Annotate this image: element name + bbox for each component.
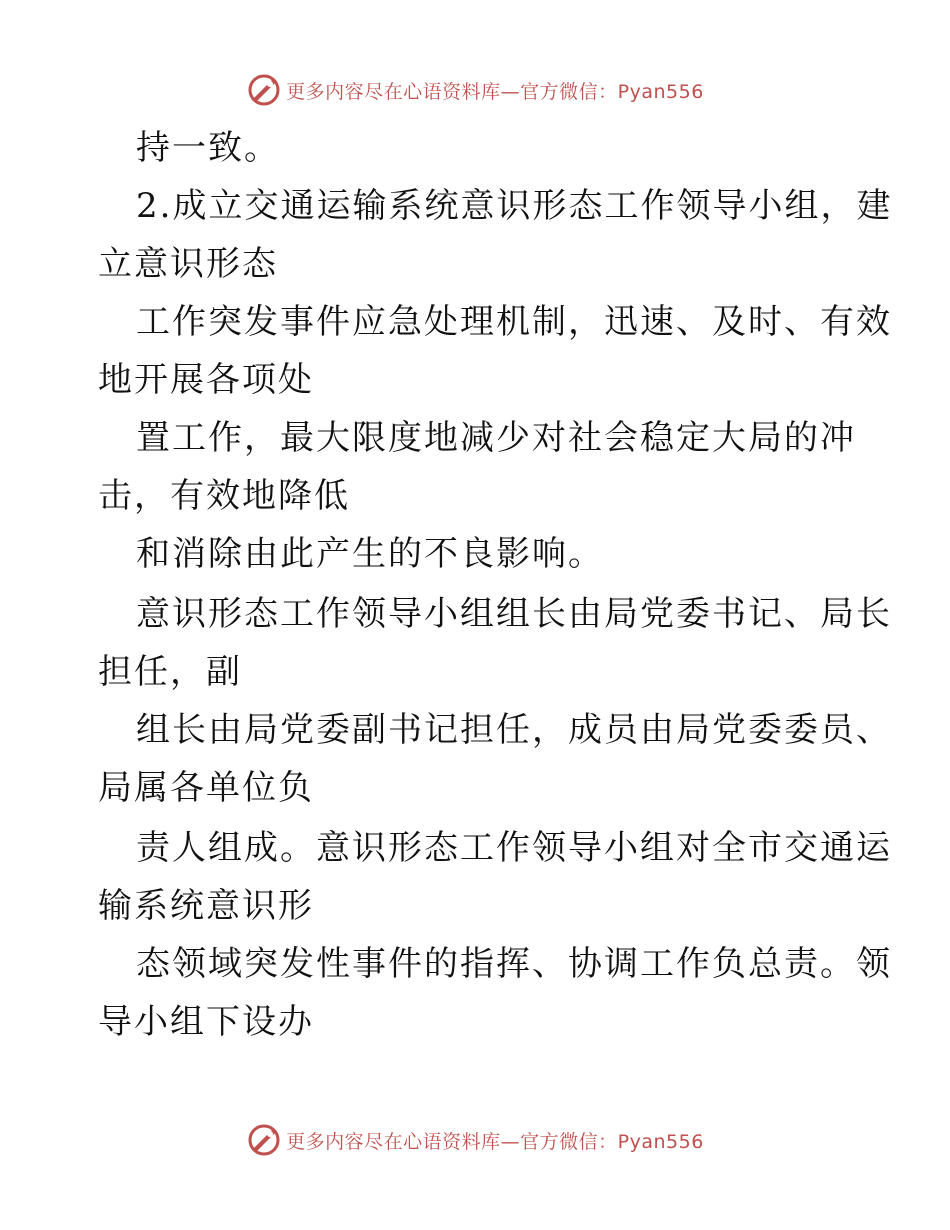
text-line: 担任，副 xyxy=(98,652,242,692)
watermark-text: 更多内容尽在心语资料库—官方微信：Pyan556 xyxy=(286,1130,704,1153)
text-line: 组长由局党委副书记担任，成员由局党委委员、 xyxy=(136,710,892,750)
text-line: 输系统意识形 xyxy=(98,886,314,926)
text-line: 置工作，最大限度地减少对社会稳定大局的冲 xyxy=(136,418,856,458)
text-line: 导小组下设办 xyxy=(98,1002,314,1042)
watermark-logo-icon xyxy=(246,1122,282,1158)
text-line: 立意识形态 xyxy=(98,244,278,284)
header-watermark xyxy=(0,70,950,110)
text-line: 2.成立交通运输系统意识形态工作领导小组，建 xyxy=(136,186,893,226)
text-line: 持一致。 xyxy=(136,128,280,168)
watermark-logo-icon xyxy=(246,72,282,108)
footer-watermark xyxy=(0,1120,950,1160)
text-line: 责人组成。意识形态工作领导小组对全市交通运 xyxy=(136,828,892,868)
text-line: 局属各单位负 xyxy=(98,768,314,808)
text-line: 态领域突发性事件的指挥、协调工作负总责。领 xyxy=(136,944,892,984)
text-line: 意识形态工作领导小组组长由局党委书记、局长 xyxy=(136,594,892,634)
watermark-text: 更多内容尽在心语资料库—官方微信：Pyan556 xyxy=(286,80,704,103)
text-line: 击，有效地降低 xyxy=(98,476,350,516)
text-line: 和消除由此产生的不良影响。 xyxy=(136,534,604,574)
text-line: 地开展各项处 xyxy=(98,360,314,400)
text-line: 工作突发事件应急处理机制，迅速、及时、有效 xyxy=(136,302,892,342)
